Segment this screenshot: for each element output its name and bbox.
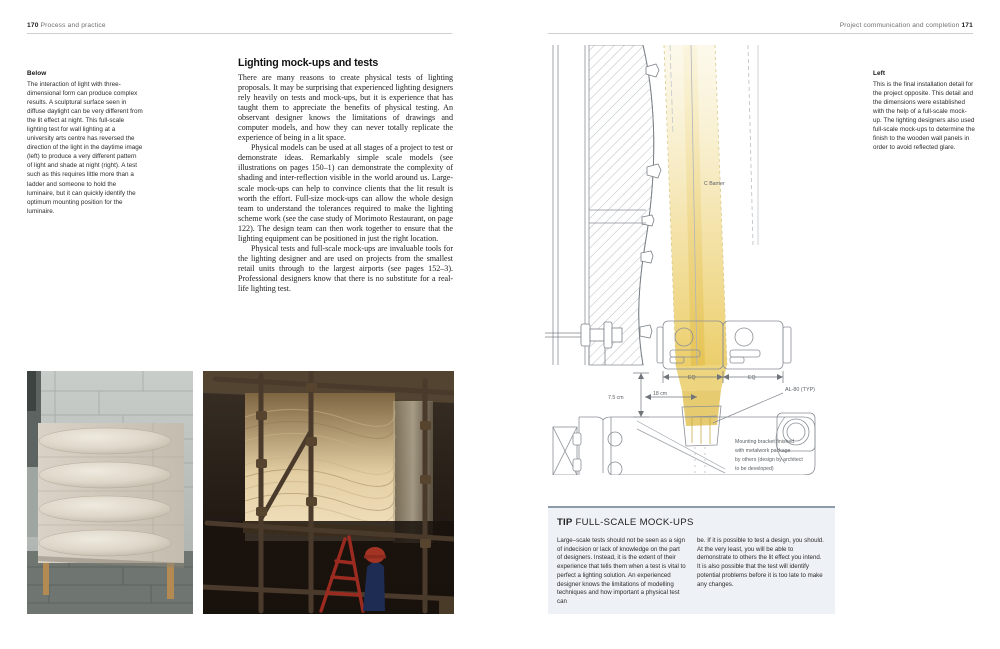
folio-right: 171 [961, 22, 973, 29]
daytime-mockup-photo [27, 371, 193, 614]
header-rule-left [27, 33, 452, 34]
fixture-type-label: AL-80 (TYP) [785, 387, 815, 393]
horizontal-dimension-label: 18 cm [653, 391, 668, 397]
running-head-left-text: Process and practice [40, 22, 106, 29]
caption-left-body: This is the final installation detail for the project opposite. This detail and the dimensions were established with the help of a full-scale mock-up. The lighting designers also used full-scale mock-ups to determine the finish to the wooden wall panels in order to avoid reflected glare. [873, 80, 975, 152]
article-paragraph-1: There are many reasons to create physical tests of lighting proposals. It may be surprising that experienced lighting designers rely heavily on tests and mock-ups, but it is experience that has taught them to appreciate the benefits of physical testing. An observant designer knows the limitations of drawings and computer models, and how they can never totally replicate the experience of being in a lit space. [238, 73, 453, 143]
bracket-note-line: by others (design by architect [735, 457, 803, 463]
eq-dimension-label-right: EQ [748, 375, 756, 381]
tip-kicker: TIP [557, 517, 573, 528]
tip-heading: FULL-SCALE MOCK-UPS [575, 517, 694, 528]
running-head-right-text: Project communication and completion [839, 22, 960, 29]
vertical-dimension-label: 7.5 cm [608, 395, 624, 401]
caption-left [873, 70, 975, 152]
caption-below-body: The interaction of light with three-dimensional form can produce complex results. A sculptural surface seen in diffuse daylight can be very different from the lit effect at night. This full-scale lighting test for wall lighting at a university arts centre has reversed the direction of the light in the daytime image (left) to produce a very different pattern of light and shade at night (right). A test such as this requires little more than a ladder and someone to hold the luminaire, but it can quickly identify the optimum mounting position for the luminaire. [27, 80, 143, 215]
caption-left-title: Left [873, 70, 886, 77]
caption-below [27, 70, 143, 216]
article-paragraph-2: Physical models can be used at all stages of a project to test or demonstrate ideas. Remarkably simple scale models (see illustrations on pages 150–1) can demonstrate the complexity of shading and inter-reflection visible in the world around us. Large-scale mock-ups can help to convince clients that the lit result is worth the effort. Full-size mock-ups can allow the whole design team to understand the tolerances required to make the lighting scheme work (see the case study of Morimoto Restaurant, on page 122). The design team can then work together to ensure that the lighting equipment can be positioned in just the right location. [238, 143, 453, 243]
bracket-note-line: to be developed) [735, 466, 774, 472]
bracket-note-line: with metalwork package [735, 448, 791, 454]
tip-column-right: be. If it is possible to test a design, you should. At the very least, you will be able to demonstrate to others the lit effect you intend. It is also possible that the test will identify potential problems before it is too late to make any changes. [697, 537, 824, 588]
folio-left: 170 [27, 22, 39, 29]
caption-below-title: Below [27, 70, 47, 77]
running-head-right [840, 22, 973, 29]
article-paragraph-3: Physical tests and full-scale mock-ups are invaluable tools for the lighting designer and are used on projects from the smallest retail units through to the largest airports (see pages 152–3). Professional designers know that there is no substitute for a real-life lighting test. [238, 243, 453, 293]
installation-detail-drawing [545, 45, 845, 475]
page-title: Lighting mock-ups and tests [238, 57, 379, 69]
header-rule-right [548, 33, 973, 34]
running-head-left [27, 22, 106, 29]
night-mockup-photo [203, 371, 454, 614]
eq-dimension-label-left: EQ [688, 375, 696, 381]
tip-column-left: Large–scale tests should not be seen as a sign of indecision or lack of knowledge on the part of designers. Instead, it is the extent of their experience that tells them when a test is vital to perfect a lighting solution. An experienced designer knows the limitations of modelling techniques and how important a physical test can [557, 537, 686, 605]
article-body [238, 57, 453, 294]
barrier-label: C Barrier [704, 181, 725, 187]
tip-columns [557, 537, 826, 607]
bracket-note-line: Mounting bracket finished [735, 439, 795, 445]
tip-title [557, 517, 694, 528]
tip-box [548, 506, 835, 614]
